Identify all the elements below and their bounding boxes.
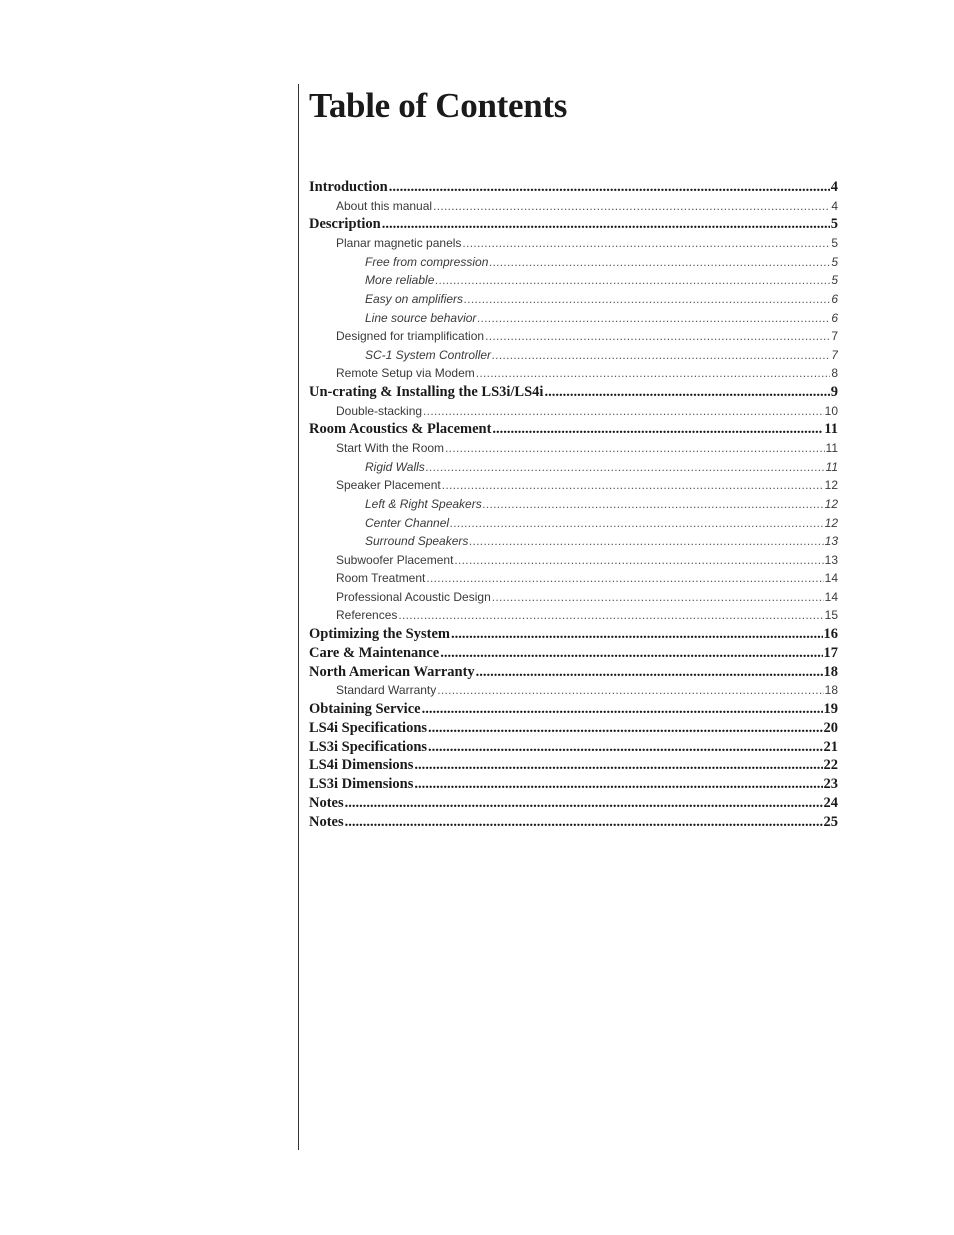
toc-dot-leader [450, 514, 824, 533]
toc-entry[interactable] [309, 588, 838, 607]
toc-dot-leader [483, 495, 824, 514]
toc-entry-label: Professional Acoustic Design [336, 589, 491, 604]
toc-entry-page: 13 [824, 552, 838, 567]
toc-entry-label: LS3i Specifications [309, 738, 428, 755]
toc-dot-leader [462, 234, 830, 253]
toc-dot-leader [423, 402, 824, 421]
toc-entry-page: 16 [823, 626, 838, 643]
toc-entry-page: 19 [823, 701, 838, 718]
toc-entry-page: 10 [824, 403, 838, 418]
toc-entry-page: 12 [824, 515, 838, 530]
toc-entry[interactable] [309, 476, 838, 495]
toc-entry-page: 12 [824, 478, 838, 493]
toc-entry[interactable] [309, 402, 838, 421]
toc-entry-page: 14 [824, 589, 838, 604]
toc-dot-leader [477, 309, 830, 328]
toc-entry-label: Easy on amplifiers [365, 291, 464, 306]
toc-dot-leader [382, 215, 830, 234]
toc-entry[interactable] [309, 644, 838, 663]
margin-rule [298, 84, 299, 1150]
toc-entry[interactable] [309, 625, 838, 644]
toc-entry-label: LS4i Specifications [309, 719, 428, 736]
toc-dot-leader [464, 290, 830, 309]
toc-dot-leader [454, 551, 823, 570]
toc-entry-label: LS4i Dimensions [309, 757, 414, 774]
toc-entry-page: 4 [830, 179, 838, 195]
toc-dot-leader [426, 458, 825, 477]
toc-entry-page: 8 [831, 366, 838, 381]
toc-dot-leader [428, 738, 822, 757]
toc-dot-leader [440, 644, 822, 663]
toc-entry-label: Remote Setup via Modem [336, 366, 475, 381]
toc-entry[interactable] [309, 606, 838, 625]
toc-entry-label: Left & Right Speakers [365, 496, 482, 511]
toc-dot-leader [437, 681, 823, 700]
toc-entry[interactable] [309, 253, 838, 272]
toc-entry[interactable] [309, 794, 838, 813]
toc-dot-leader [435, 271, 830, 290]
toc-dot-leader [492, 588, 824, 607]
toc-dot-leader [345, 794, 823, 813]
toc-dot-leader [426, 569, 823, 588]
toc-entry-page: 11 [825, 441, 838, 456]
toc-entry-page: 18 [824, 683, 838, 698]
toc-entry[interactable] [309, 234, 838, 253]
toc-entry-label: LS3i Dimensions [309, 776, 414, 793]
toc-entry[interactable] [309, 813, 838, 832]
toc-entry-label: Speaker Placement [336, 478, 441, 493]
toc-dot-leader [485, 327, 830, 346]
toc-entry[interactable] [309, 775, 838, 794]
toc-entry-page: 22 [823, 757, 838, 774]
toc-entry-label: Free from compression [365, 254, 489, 269]
toc-entry-label: Standard Warranty [336, 683, 437, 698]
toc-entry[interactable] [309, 271, 838, 290]
toc-entry-label: Room Acoustics & Placement [309, 421, 492, 438]
toc-entry[interactable] [309, 383, 838, 402]
toc-entry-label: Notes [309, 813, 344, 830]
toc-entry[interactable] [309, 327, 838, 346]
page-title: Table of Contents [309, 86, 568, 125]
toc-entry-label: Designed for triamplification [336, 329, 485, 344]
toc-entry[interactable] [309, 700, 838, 719]
toc-dot-leader [489, 253, 830, 272]
toc-entry-page: 7 [831, 329, 838, 344]
toc-entry-page: 24 [823, 795, 838, 812]
toc-entry-page: 11 [825, 459, 838, 474]
toc-entry[interactable] [309, 495, 838, 514]
toc-dot-leader [433, 197, 830, 216]
toc-entry[interactable] [309, 346, 838, 365]
toc-entry[interactable] [309, 756, 838, 775]
toc-dot-leader [414, 775, 822, 794]
toc-entry-page: 9 [830, 383, 838, 400]
toc-entry[interactable] [309, 439, 838, 458]
toc-entry-page: 15 [824, 608, 838, 623]
toc-entry-label: Optimizing the System [309, 626, 450, 643]
toc-dot-leader [476, 364, 831, 383]
toc-entry-label: Un-crating & Installing the LS3i/LS4i [309, 383, 544, 400]
toc-dot-leader [422, 700, 823, 719]
toc-entry-page: 5 [830, 216, 838, 233]
toc-entry-page: 7 [831, 347, 838, 362]
toc-entry-page: 11 [824, 421, 838, 438]
toc-list [309, 178, 838, 832]
toc-entry-page: 5 [831, 273, 838, 288]
toc-entry-label: Obtaining Service [309, 701, 421, 718]
toc-dot-leader [476, 663, 823, 682]
toc-entry[interactable] [309, 514, 838, 533]
toc-entry-page: 4 [831, 198, 838, 213]
toc-entry-label: North American Warranty [309, 663, 475, 680]
toc-dot-leader [442, 476, 824, 495]
toc-entry-label: Room Treatment [336, 571, 426, 586]
toc-entry[interactable] [309, 569, 838, 588]
toc-entry[interactable] [309, 215, 838, 234]
toc-entry-label: Care & Maintenance [309, 644, 440, 661]
toc-entry-page: 12 [824, 496, 838, 511]
toc-entry[interactable] [309, 458, 838, 477]
toc-dot-leader [398, 606, 823, 625]
toc-entry-page: 5 [831, 236, 838, 251]
toc-entry-page: 18 [823, 663, 838, 680]
toc-dot-leader [469, 532, 823, 551]
toc-entry-page: 6 [831, 291, 838, 306]
toc-entry[interactable] [309, 738, 838, 757]
toc-entry[interactable] [309, 420, 838, 439]
toc-dot-leader [492, 346, 830, 365]
toc-entry-page: 20 [823, 719, 838, 736]
toc-entry-label: Subwoofer Placement [336, 552, 454, 567]
toc-entry-label: Planar magnetic panels [336, 236, 462, 251]
toc-entry-label: Center Channel [365, 515, 450, 530]
toc-entry-page: 6 [831, 310, 838, 325]
toc-entry[interactable] [309, 532, 838, 551]
toc-entry[interactable] [309, 681, 838, 700]
toc-entry-label: SC-1 System Controller [365, 347, 492, 362]
toc-entry-label: References [336, 608, 398, 623]
toc-entry-page: 17 [823, 644, 838, 661]
toc-entry[interactable] [309, 551, 838, 570]
toc-entry[interactable] [309, 197, 838, 216]
toc-dot-leader [445, 439, 824, 458]
toc-entry[interactable] [309, 178, 838, 197]
toc-entry-page: 14 [824, 571, 838, 586]
toc-dot-leader [389, 178, 830, 197]
toc-entry-label: Rigid Walls [365, 459, 425, 474]
toc-entry[interactable] [309, 719, 838, 738]
toc-dot-leader [414, 756, 822, 775]
toc-entry-label: Line source behavior [365, 310, 477, 325]
toc-entry-label: Introduction [309, 179, 388, 195]
toc-entry[interactable] [309, 663, 838, 682]
toc-entry-label: Double-stacking [336, 403, 423, 418]
toc-dot-leader [428, 719, 822, 738]
toc-entry-label: Notes [309, 795, 344, 812]
toc-entry-label: Start With the Room [336, 441, 445, 456]
toc-entry-page: 21 [823, 738, 838, 755]
toc-entry[interactable] [309, 309, 838, 328]
toc-entry[interactable] [309, 364, 838, 383]
toc-entry-page: 13 [824, 534, 838, 549]
toc-entry-label: About this manual [336, 198, 433, 213]
toc-entry-label: Description [309, 216, 381, 233]
toc-entry-label: Surround Speakers [365, 534, 469, 549]
toc-dot-leader [492, 420, 823, 439]
toc-entry[interactable] [309, 290, 838, 309]
toc-dot-leader [544, 383, 829, 402]
toc-entry-page: 25 [823, 813, 838, 830]
toc-entry-label: More reliable [365, 273, 435, 288]
toc-dot-leader [345, 813, 823, 832]
toc-dot-leader [451, 625, 823, 644]
toc-entry-page: 5 [831, 254, 838, 269]
toc-entry-page: 23 [823, 776, 838, 793]
